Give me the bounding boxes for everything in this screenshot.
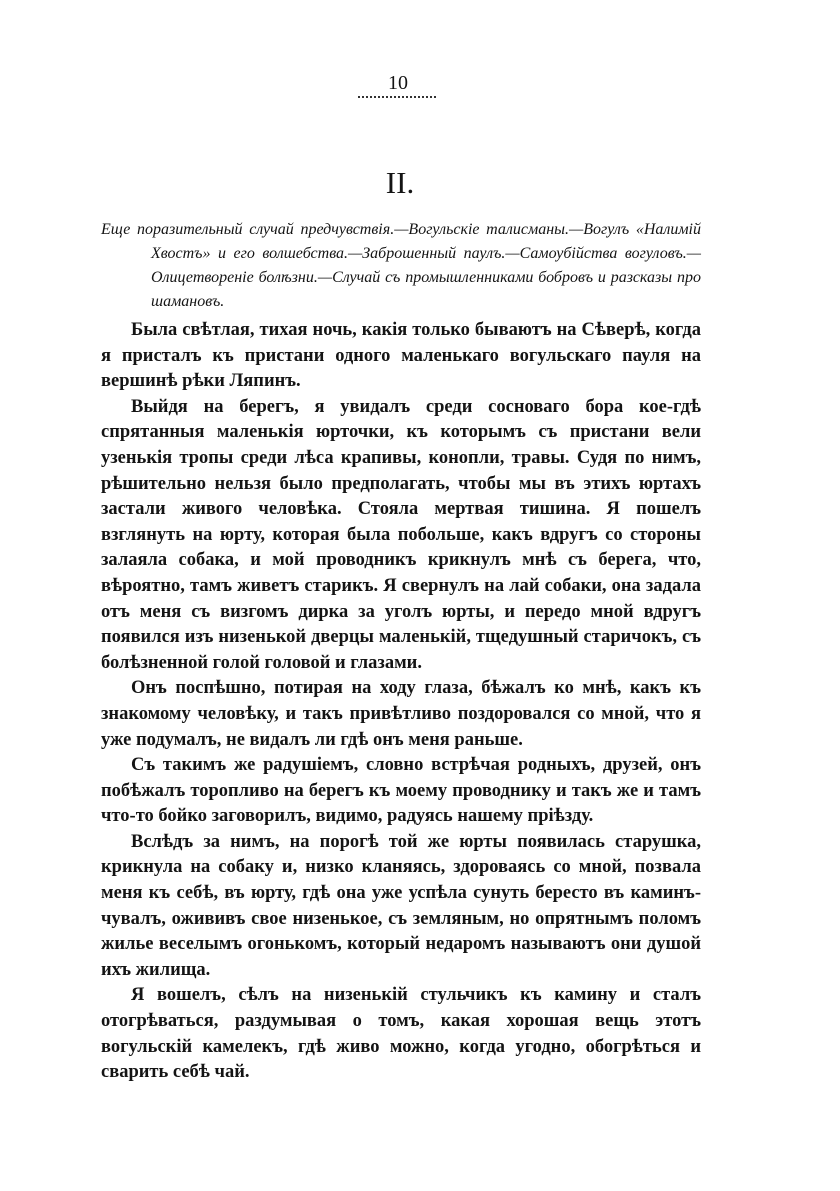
chapter-summary: Еще поразительный случай предчувствія.—Вогульскіе талисманы.—Вогулъ «Налимій Хвостъ» и его волшебства.—Заброшенный паулъ.—Самоубійства вогуловъ.—Олицетвореніе болѣзни.—Случай съ промышленниками бобровъ и разсказы про шамановъ. xyxy=(101,221,701,310)
paragraph: Выйдя на берегъ, я увидалъ среди сосноваго бора кое-гдѣ спрятанныя маленькія юрточки, къ которымъ съ пристани вели узенькія тропы среди лѣса крапивы, конопли, травы. Судя по нимъ, рѣшительно нельзя было предполагать, чтобы мы въ этихъ юртахъ застали живого человѣка. Стояла мертвая тишина. Я пошелъ взглянуть на юрту, которая была побольше, какъ вдругъ со стороны залаяла собака, и мой проводникъ крикнулъ мнѣ съ берега, что, вѣроятно, тамъ живетъ старикъ. Я свернулъ на лай собаки, она задала отъ меня съ визгомъ дирка за уголъ юрты, и передо мной вдругъ появился изъ низенькой дверцы маленькій, тщедушный старичокъ, съ болѣзненной голой головой и глазами. xyxy=(101,396,701,673)
page-number-rule xyxy=(358,96,436,98)
chapter-number: II. xyxy=(385,165,415,200)
page-number: 10 xyxy=(388,72,408,94)
body-text xyxy=(101,318,701,1086)
paragraph: Я вошелъ, сѣлъ на низенькій стульчикъ къ камину и сталъ отогрѣваться, раздумывая о томъ, какая хорошая вещь этотъ вогульскій камелекъ, гдѣ живо можно, когда угодно, обогрѣться и сварить себѣ чай. xyxy=(101,985,701,1083)
paragraph: Была свѣтлая, тихая ночь, какія только бываютъ на Сѣверѣ, когда я присталъ къ пристани одного маленькаго вогульскаго пауля на вершинѣ рѣки Ляпинъ. xyxy=(101,320,701,392)
paragraph: Онъ поспѣшно, потирая на ходу глаза, бѣжалъ ко мнѣ, какъ къ знакомому человѣку, и такъ привѣтливо поздоровался со мной, что я уже подумалъ, не видалъ ли гдѣ онъ меня раньше. xyxy=(101,678,701,750)
paragraph: Съ такимъ же радушіемъ, словно встрѣчая родныхъ, друзей, онъ побѣжалъ торопливо на берегъ къ моему проводнику и такъ же и тамъ что-то бойко заговорилъ, видимо, радуясь нашему пріѣзду. xyxy=(101,755,701,827)
paragraph: Вслѣдъ за нимъ, на порогѣ той же юрты появилась старушка, крикнула на собаку и, низко кланяясь, здороваясь со мной, позвала меня къ себѣ, въ юрту, гдѣ она уже успѣла сунуть бересто въ каминъ-чувалъ, ожививъ свое низенькое, съ земляным, но опрятнымъ поломъ жилье веселымъ огонькомъ, который недаромъ называютъ они душой ихъ жилища. xyxy=(101,831,701,980)
